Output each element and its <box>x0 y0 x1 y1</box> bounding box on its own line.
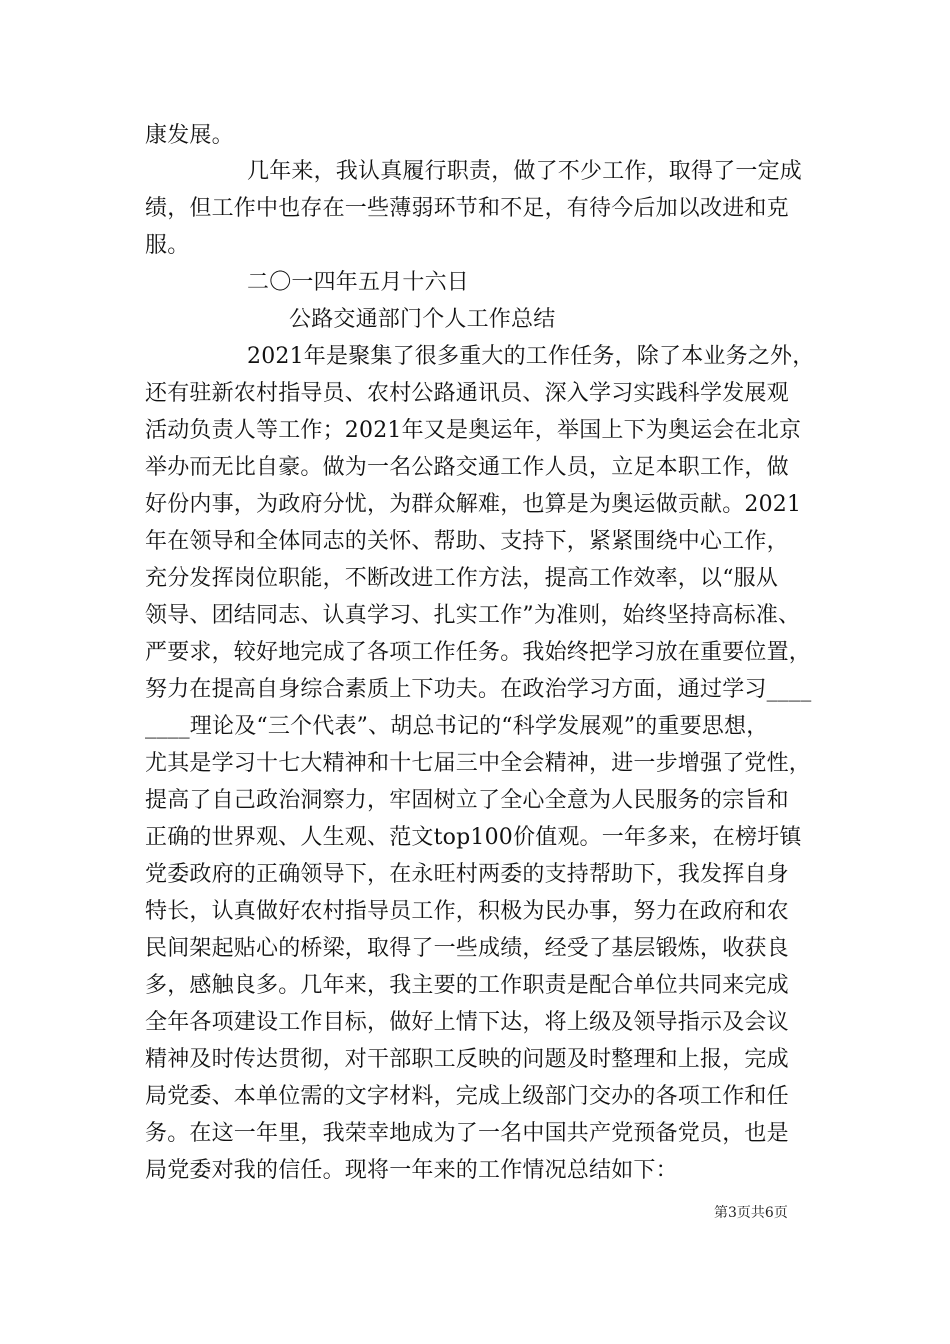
text-line: 年在领导和全体同志的关怀、帮助、支持下，紧紧围绕中心工作， <box>145 529 789 554</box>
text-line: 特长，认真做好农村指导员工作，积极为民办事，努力在政府和农 <box>145 899 789 924</box>
text-line: 充分发挥岗位职能，不断改进工作方法，提高工作效率，以“服从 <box>145 566 779 591</box>
text-line: 提高了自己政治洞察力，牢固树立了全心全意为人民服务的宗旨和 <box>145 788 789 813</box>
text-line: 康发展。 <box>145 123 234 148</box>
text-line: 精神及时传达贯彻，对干部职工反映的问题及时整理和上报，完成 <box>145 1047 789 1072</box>
text-line: 绩，但工作中也存在一些薄弱环节和不足，有待今后加以改进和克 <box>145 196 789 221</box>
text-line: 正确的世界观、人生观、范文top100价值观。一年多来，在榜圩镇 <box>145 825 802 850</box>
text-line: 领导、团结同志、认真学习、扎实工作”为准则，始终坚持高标准、 <box>145 603 801 628</box>
text-line: 好份内事，为政府分忧，为群众解难，也算是为奥运做贡献。2021 <box>145 492 802 517</box>
paragraph-start-line: 2021年是聚集了很多重大的工作任务，除了本业务之外， <box>247 344 815 369</box>
text-line: ____理论及“三个代表”、胡总书记的“科学发展观”的重要思想， <box>145 714 769 739</box>
text-line: 局党委、本单位需的文字材料，完成上级部门交办的各项工作和任 <box>145 1084 789 1109</box>
text-line: 举办而无比自豪。做为一名公路交通工作人员，立足本职工作，做 <box>145 455 789 480</box>
text-line: 党委政府的正确领导下，在永旺村两委的支持帮助下，我发挥自身 <box>145 862 789 887</box>
text-line: 服。 <box>145 233 190 258</box>
paragraph-start-line: 几年来，我认真履行职责，做了不少工作，取得了一定成 <box>247 159 803 184</box>
page-number-footer: 第3页共6页 <box>714 1205 788 1221</box>
text-line: 严要求，较好地完成了各项工作任务。我始终把学习放在重要位置， <box>145 640 812 665</box>
date-line: 二〇一四年五月十六日 <box>247 270 470 295</box>
text-line: 努力在提高自身综合素质上下功夫。在政治学习方面，通过学习____ <box>145 677 812 702</box>
text-line: 多，感触良多。几年来，我主要的工作职责是配合单位共同来完成 <box>145 973 789 998</box>
text-line: 还有驻新农村指导员、农村公路通讯员、深入学习实践科学发展观 <box>145 381 789 406</box>
text-line: 全年各项建设工作目标，做好上情下达，将上级及领导指示及会议 <box>145 1010 789 1035</box>
text-line: 活动负责人等工作；2021年又是奥运年，举国上下为奥运会在北京 <box>145 418 802 443</box>
text-line: 尤其是学习十七大精神和十七届三中全会精神，进一步增强了党性， <box>145 751 812 776</box>
text-line: 务。在这一年里，我荣幸地成为了一名中国共产党预备党员，也是 <box>145 1121 789 1146</box>
document-title: 公路交通部门个人工作总结 <box>289 307 556 332</box>
text-line: 局党委对我的信任。现将一年来的工作情况总结如下： <box>145 1158 678 1183</box>
text-line: 民间架起贴心的桥梁，取得了一些成绩，经受了基层锻炼，收获良 <box>145 936 789 961</box>
